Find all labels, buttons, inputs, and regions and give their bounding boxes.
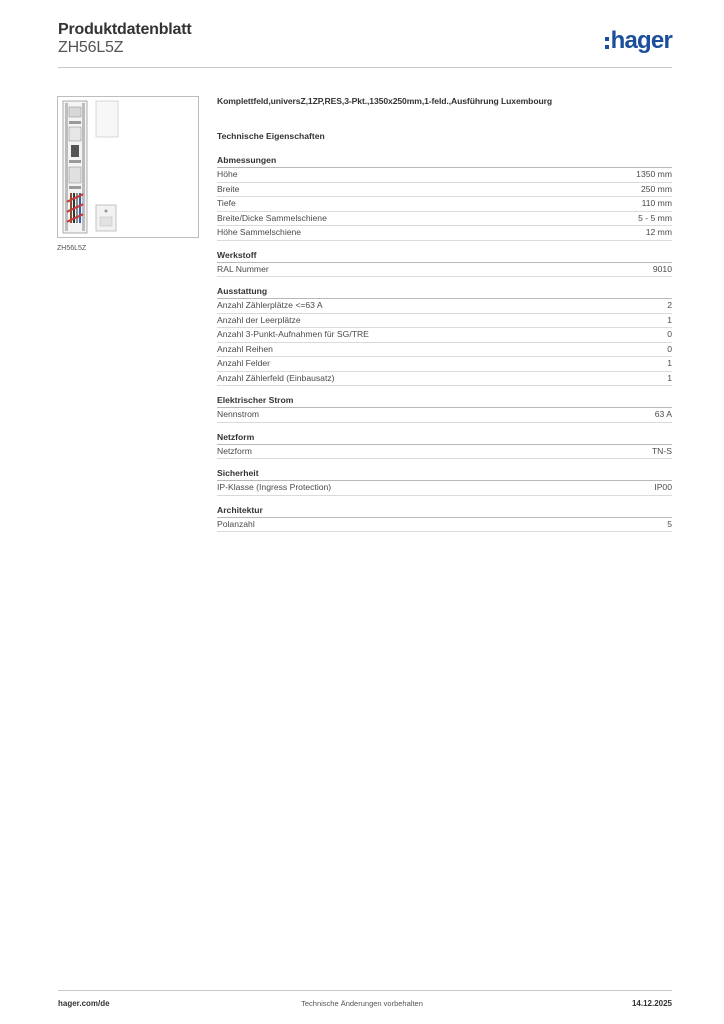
table-row bbox=[217, 408, 672, 423]
product-image bbox=[57, 96, 199, 238]
row-label: Anzahl 3-Punkt-Aufnahmen für SG/TRE bbox=[217, 329, 369, 339]
footer-website: hager.com/de bbox=[58, 999, 110, 1008]
table-row bbox=[217, 263, 672, 278]
footer-divider bbox=[58, 990, 672, 991]
image-caption: ZH56L5Z bbox=[57, 245, 87, 252]
row-value: 110 mm bbox=[641, 198, 672, 208]
section-architektur bbox=[217, 504, 672, 533]
row-label: Breite bbox=[217, 183, 240, 194]
row-value: 0 bbox=[667, 329, 672, 339]
table-row bbox=[217, 212, 672, 227]
table-row bbox=[217, 481, 672, 496]
table-row bbox=[217, 299, 672, 314]
row-label: Höhe Sammelschiene bbox=[217, 227, 302, 237]
row-value: 2 bbox=[667, 300, 672, 310]
section-title: Netzform bbox=[217, 431, 672, 445]
row-value: 250 mm bbox=[640, 183, 672, 194]
table-row bbox=[217, 372, 672, 387]
table-row bbox=[217, 197, 672, 212]
row-label: Netzform bbox=[217, 445, 252, 456]
row-label: Anzahl Felder bbox=[217, 358, 271, 368]
table-row bbox=[217, 357, 672, 372]
section-title: Sicherheit bbox=[217, 467, 672, 481]
row-value: 1350 mm bbox=[636, 169, 672, 179]
row-label: Polanzahl bbox=[217, 518, 255, 529]
row-label: Anzahl Zählerplätze <=63 A bbox=[217, 300, 323, 310]
section-sicherheit bbox=[217, 467, 672, 496]
row-value: 5 bbox=[667, 518, 672, 529]
technical-properties-heading: Technische Eigenschaften bbox=[217, 131, 325, 141]
table-row bbox=[217, 518, 672, 533]
row-label: RAL Nummer bbox=[217, 263, 269, 274]
section-werkstoff bbox=[217, 249, 672, 278]
section-title: Elektrischer Strom bbox=[217, 394, 672, 408]
table-row bbox=[217, 226, 672, 241]
table-row bbox=[217, 328, 672, 343]
row-label: IP-Klasse (Ingress Protection) bbox=[217, 482, 332, 492]
row-label: Anzahl der Leerplätze bbox=[217, 314, 301, 325]
row-label: Nennstrom bbox=[217, 409, 260, 419]
product-description: Komplettfeld,universZ,1ZP,RES,3-Pkt.,1350x250mm,1-feld.,Ausführung Luxembourg bbox=[217, 96, 553, 106]
row-label: Breite/Dicke Sammelschiene bbox=[217, 212, 327, 223]
footer-date: 14.12.2025 bbox=[631, 999, 672, 1008]
table-row bbox=[217, 183, 672, 198]
table-row bbox=[217, 314, 672, 329]
row-value: 1 bbox=[667, 372, 672, 383]
document-title: Produktdatenblatt bbox=[58, 21, 192, 38]
row-value: 0 bbox=[667, 343, 672, 354]
row-value: IP00 bbox=[654, 482, 672, 492]
logo-text: hager bbox=[610, 27, 672, 54]
section-abmessungen bbox=[217, 154, 672, 241]
row-label: Anzahl Zählerfeld (Einbausatz) bbox=[217, 372, 335, 383]
row-value: 5 - 5 mm bbox=[638, 212, 672, 223]
row-value: 63 A bbox=[654, 409, 672, 419]
section-title: Werkstoff bbox=[217, 249, 672, 263]
section-elektrischer-strom bbox=[217, 394, 672, 423]
logo-dots-icon bbox=[605, 37, 609, 49]
footer-notice: Technische Änderungen vorbehalten bbox=[301, 999, 423, 1008]
row-label: Höhe bbox=[217, 169, 238, 179]
row-value: 9010 bbox=[652, 263, 672, 274]
row-value: 1 bbox=[667, 314, 672, 325]
product-details bbox=[217, 94, 672, 532]
section-title: Ausstattung bbox=[217, 285, 672, 299]
row-label: Anzahl Reihen bbox=[217, 343, 273, 354]
hager-logo bbox=[605, 27, 672, 55]
distribution-cabinet-illustration bbox=[58, 97, 198, 237]
row-value: TN-S bbox=[651, 445, 672, 456]
product-code: ZH56L5Z bbox=[58, 39, 124, 56]
row-value: 1 bbox=[667, 358, 672, 368]
row-label: Tiefe bbox=[217, 198, 236, 208]
row-value: 12 mm bbox=[645, 227, 672, 237]
section-ausstattung bbox=[217, 285, 672, 386]
header-divider bbox=[58, 67, 672, 68]
table-row bbox=[217, 343, 672, 358]
section-title: Architektur bbox=[217, 504, 672, 518]
table-row bbox=[217, 445, 672, 460]
section-netzform bbox=[217, 431, 672, 460]
table-row bbox=[217, 168, 672, 183]
section-title: Abmessungen bbox=[217, 154, 672, 168]
